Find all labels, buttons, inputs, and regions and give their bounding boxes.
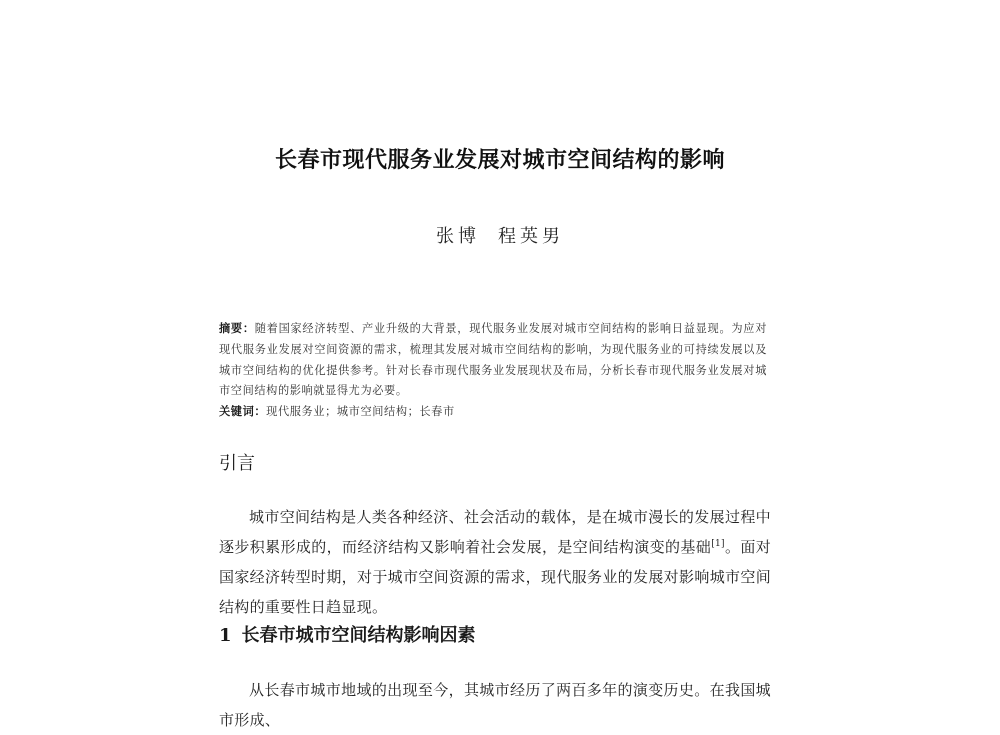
section-1-heading: [219, 621, 476, 647]
section-number: 1: [219, 625, 232, 646]
intro-text-part1: 城市空间结构是人类各种经济、社会活动的载体，是在城市漫长的发展过程中逐步积累形成的，而经济结构又影响着社会发展，是空间结构演变的基础: [219, 508, 771, 556]
abstract-label: 摘要：: [219, 321, 255, 335]
keywords-label: 关键词：: [219, 404, 267, 418]
keywords: [219, 402, 767, 421]
author-name: 程英男: [498, 226, 564, 247]
section-1-paragraph: 从长春市城市地域的出现至今，其城市经历了两百多年的演变历史。在我国城市形成、: [219, 681, 771, 729]
keywords-text: 现代服务业；城市空间结构；长春市: [266, 405, 455, 418]
intro-heading: 引言: [219, 453, 255, 474]
intro-paragraph: [219, 502, 771, 622]
intro-text-part2: 。面对国家经济转型时期，对于城市空间资源的需求，现代服务业的发展对影响城市空间结构的重要性日趋显现。: [219, 538, 772, 616]
abstract-text: 随着国家经济转型、产业升级的大背景，现代服务业发展对城市空间结构的影响日益显现。为应对现代服务业发展对空间资源的需求，梳理其发展对城市空间结构的影响，为现代服务业的可持续发展以及城市空间结构的优化提供参考。针对长春市现代服务业发展现状及布局，分析长春市现代服务业发展对城市空间结构的影响就显得尤为必要。: [219, 322, 767, 398]
citation-ref: [1]: [711, 539, 725, 549]
paper-title: 长春市现代服务业发展对城市空间结构的影响: [274, 148, 725, 173]
author-name: 张博: [436, 226, 480, 247]
section-title: 长春市城市空间结构影响因素: [241, 625, 476, 646]
author-list: [0, 222, 1000, 248]
abstract: [219, 318, 767, 402]
